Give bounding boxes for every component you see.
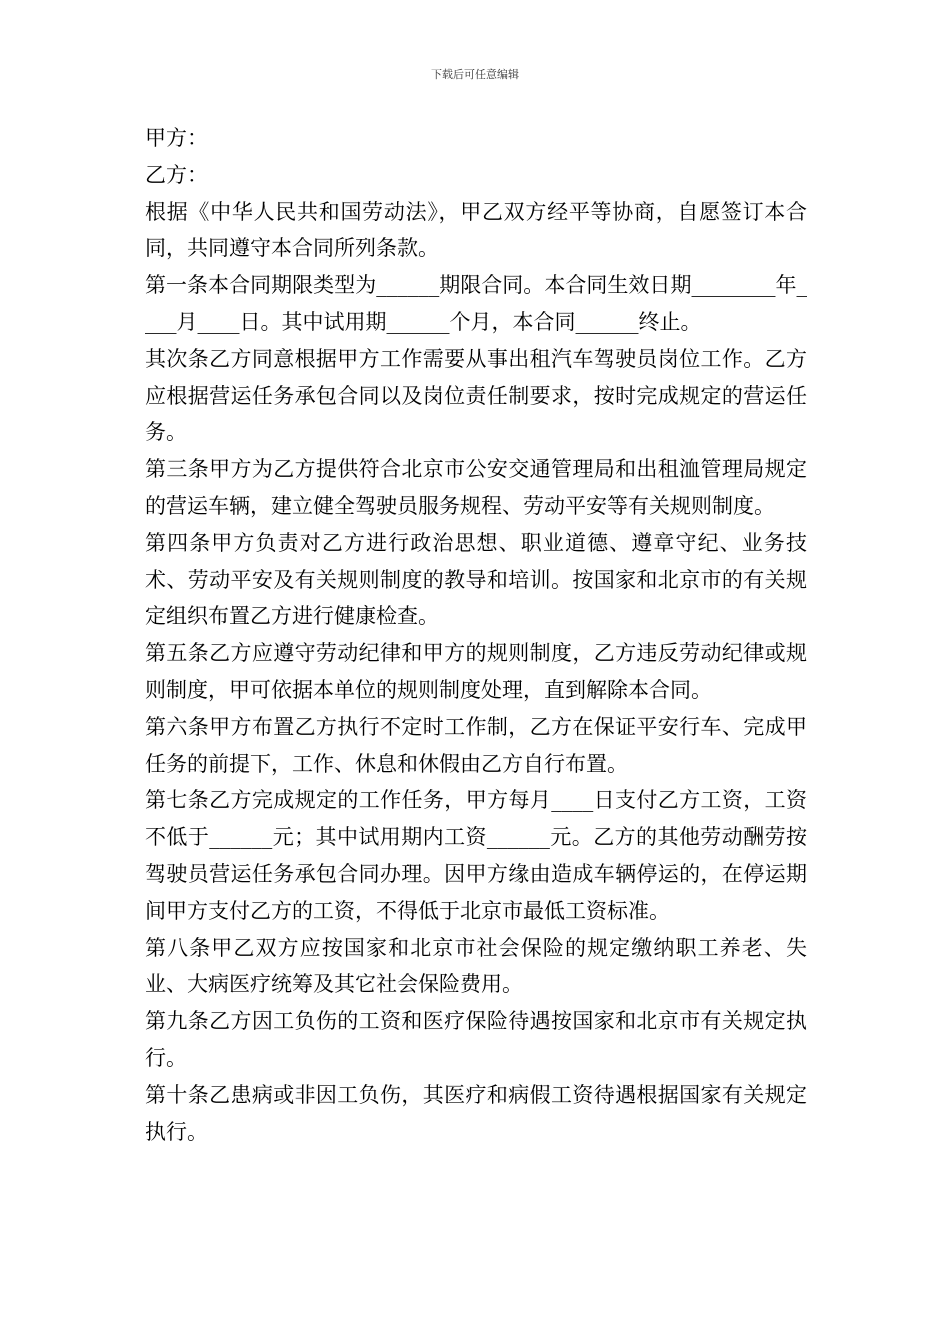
article-1: 第一条本合同期限类型为______期限合同。本合同生效日期________年____月____日。其中试用期______个月，本合同______终止。 <box>145 273 807 334</box>
header-note: 下载后可任意编辑 <box>431 68 519 81</box>
article-6: 第六条甲方布置乙方执行不定时工作制，乙方在保证平安行车、完成甲任务的前提下，工作、休息和休假由乙方自行布置。 <box>145 714 807 776</box>
preamble: 根据《中华人民共和国劳动法》，甲乙双方经平等协商，自愿签订本合同，共同遵守本合同所列条款。 <box>145 199 807 261</box>
document-body <box>145 120 807 1150</box>
article-10: 第十条乙患病或非因工负伤，其医疗和病假工资待遇根据国家有关规定执行。 <box>145 1082 807 1144</box>
article-7: 第七条乙方完成规定的工作任务，甲方每月____日支付乙方工资，工资不低于______元；其中试用期内工资______元。乙方的其他劳动酬劳按驾驶员营运任务承包合同办理。因甲方缘由造成车辆停运的，在停运期间甲方支付乙方的工资，不得低于北京市最低工资标准。 <box>145 788 807 923</box>
article-3: 第三条甲方为乙方提供符合北京市公安交通管理局和出租洫管理局规定的营运车辆，建立健全驾驶员服务规程、劳动平安等有关规则制度。 <box>145 457 807 518</box>
article-9: 第九条乙方因工负伤的工资和医疗保险待遇按国家和北京市有关规定执行。 <box>145 1009 807 1070</box>
article-2: 其次条乙方同意根据甲方工作需要从事出租汽车驾驶员岗位工作。乙方应根据营运任务承包合同以及岗位责任制要求，按时完成规定的营运任务。 <box>145 346 807 445</box>
party-b-line: 乙方： <box>145 162 208 187</box>
party-a-line: 甲方： <box>145 126 208 150</box>
article-8: 第八条甲乙双方应按国家和北京市社会保险的规定缴纳职工养老、失业、大病医疗统筹及其它社会保险费用。 <box>145 935 807 997</box>
article-5: 第五条乙方应遵守劳动纪律和甲方的规则制度，乙方违反劳动纪律或规则制度，甲可依据本单位的规则制度处理，直到解除本合同。 <box>145 641 807 702</box>
article-4: 第四条甲方负责对乙方进行政治思想、职业道德、遵章守纪、业务技术、劳动平安及有关规则制度的教导和培训。按国家和北京市的有关规定组织布置乙方进行健康检查。 <box>145 530 807 629</box>
